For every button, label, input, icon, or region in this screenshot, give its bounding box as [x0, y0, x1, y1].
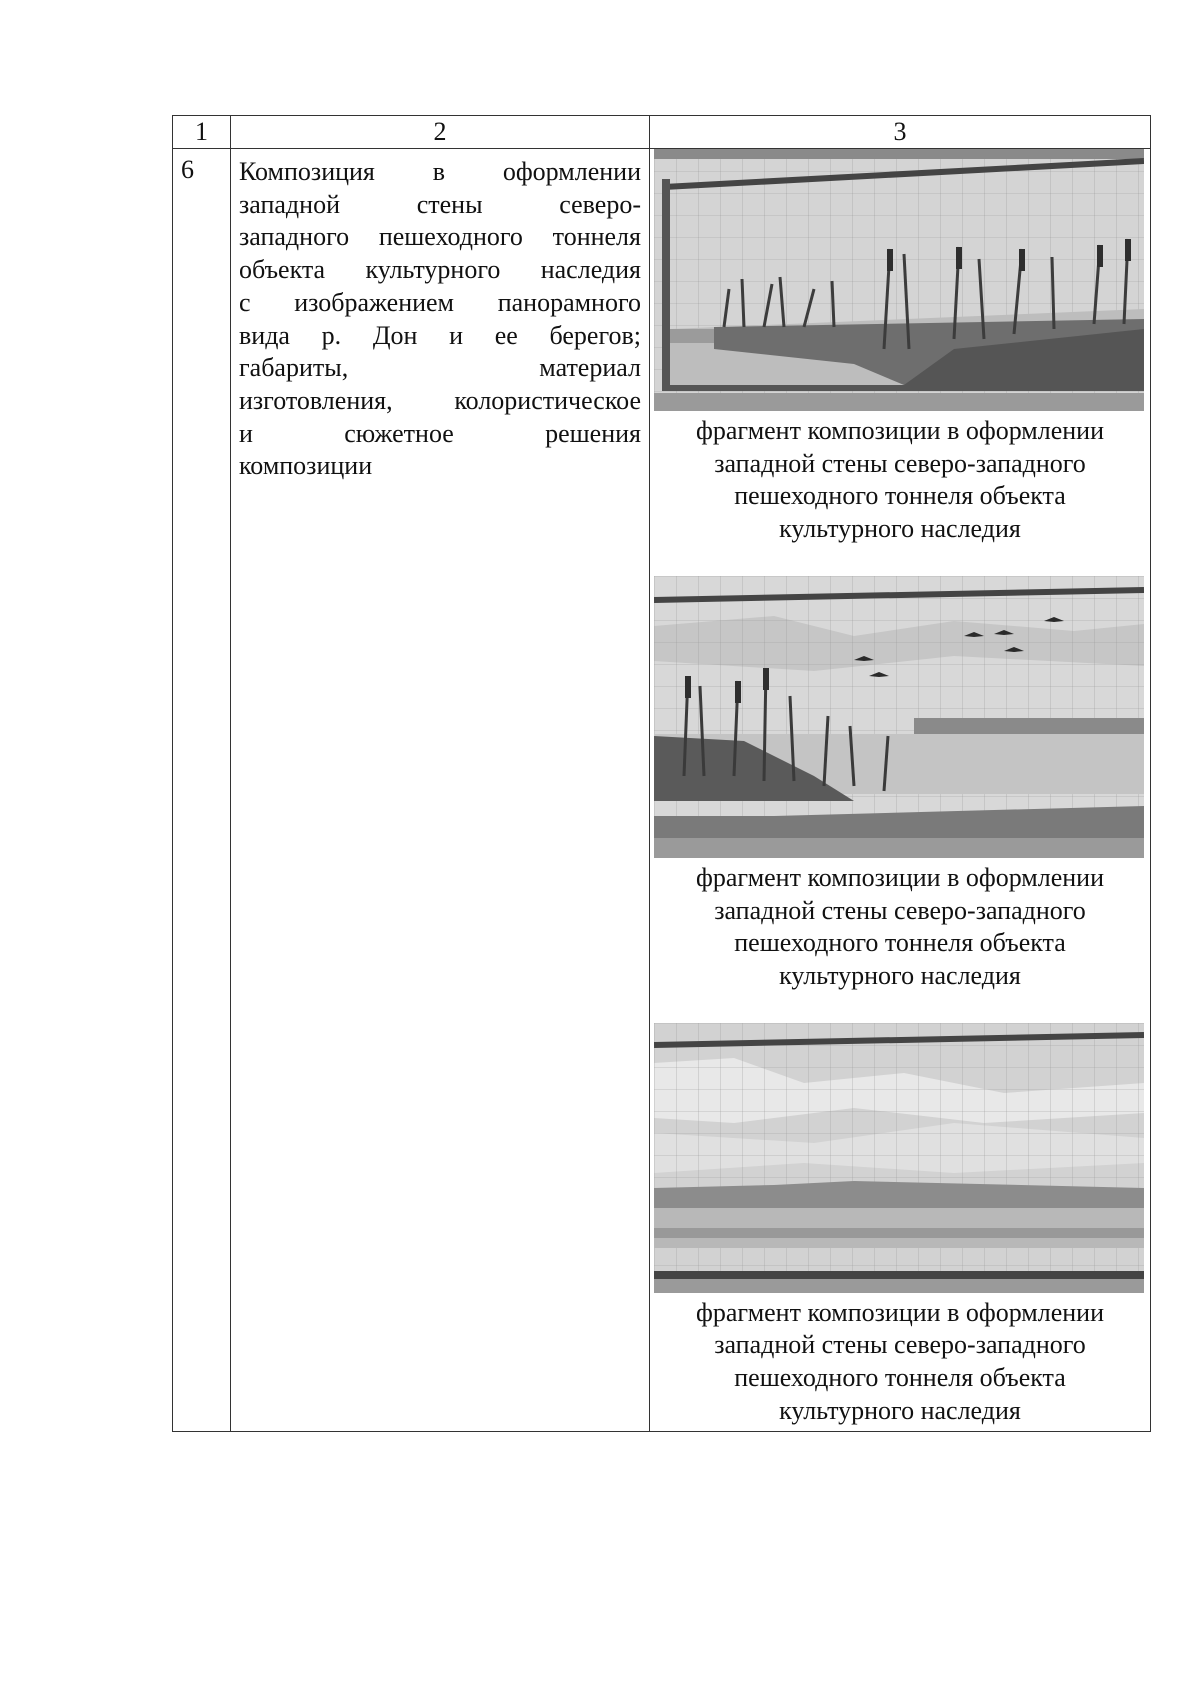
header-cell-3: 3: [650, 116, 1151, 149]
caption-line: пешеходного тоннеля объекта: [734, 481, 1066, 511]
row-number: 6: [173, 149, 231, 1432]
figure-2: [650, 576, 1150, 993]
description-line: вида р. Дон и ее берегов;: [239, 320, 641, 350]
reeds-panorama-image: [654, 149, 1144, 411]
river-panorama-image: [654, 1023, 1144, 1293]
caption-line: фрагмент композиции в оформлении: [695, 416, 1105, 445]
description-line: западной стены северо-: [239, 189, 641, 219]
caption-line: культурного наследия: [779, 1395, 1021, 1425]
caption-line: пешеходного тоннеля объекта: [734, 928, 1066, 958]
figure-1: [650, 149, 1150, 546]
description-line: габариты, материал: [239, 353, 641, 383]
description-line: Композиция в оформлении: [239, 157, 641, 186]
figure-caption: [650, 1297, 1150, 1428]
birds-reeds-image: [654, 576, 1144, 858]
caption-line: пешеходного тоннеля объекта: [734, 1363, 1066, 1393]
row-description: [231, 149, 650, 1432]
caption-line: западной стены северо-западного: [714, 895, 1086, 925]
description-line: объекта культурного наследия: [239, 255, 641, 285]
caption-line: западной стены северо-западного: [714, 1330, 1086, 1360]
description-line: изготовления, колористическое: [239, 385, 641, 415]
table-row: [173, 149, 1151, 1432]
figure-caption: [650, 862, 1150, 993]
caption-line: западной стены северо-западного: [714, 448, 1086, 478]
header-cell-1: 1: [173, 116, 231, 149]
header-cell-2: 2: [231, 116, 650, 149]
caption-line: фрагмент композиции в оформлении: [695, 1297, 1105, 1327]
description-line: и сюжетное решения: [239, 418, 641, 448]
table-header-row: [173, 116, 1151, 149]
heritage-table: [172, 115, 1151, 1432]
description-line: с изображением панорамного: [239, 287, 641, 317]
description-line: западного пешеходного тоннеля: [239, 222, 641, 252]
caption-line: фрагмент композиции в оформлении: [695, 862, 1105, 892]
row-figures: [650, 149, 1151, 1432]
figure-3: [650, 1023, 1150, 1428]
caption-line: культурного наследия: [779, 514, 1021, 544]
caption-line: культурного наследия: [779, 960, 1021, 990]
description-line: композиции: [239, 451, 373, 481]
figure-caption: [650, 415, 1150, 546]
